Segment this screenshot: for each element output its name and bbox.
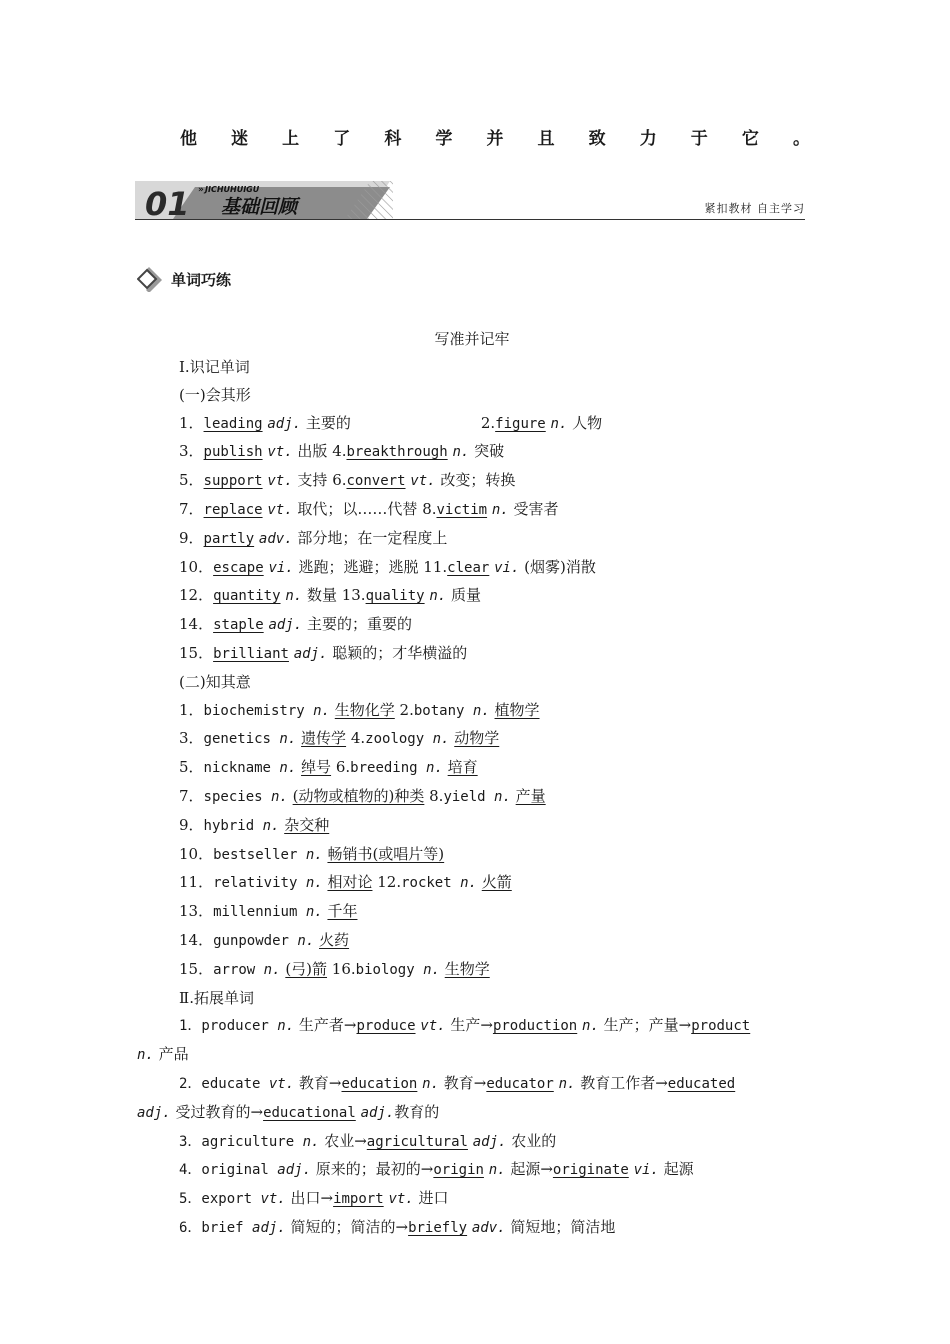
char: 它: [741, 129, 759, 149]
list-item: 12．quantity n. 数量 13.quality n. 质量: [179, 586, 482, 605]
list-item: 1．biochemistry n. 生物化学 2.botany n. 植物学: [179, 700, 540, 719]
char: 上: [282, 129, 300, 149]
content: [137, 326, 807, 1243]
list-item: 10．bestseller n. 畅销书(或唱片等): [179, 844, 445, 863]
list-item: 3．publish vt. 出版 4.breakthrough n. 突破: [179, 442, 505, 461]
section-header: [137, 266, 231, 292]
char: 迷: [231, 129, 249, 149]
top-sentence: [180, 124, 810, 149]
char: 于: [690, 129, 708, 149]
list-item: 3．agriculture n. 农业→agricultural adj. 农业的: [179, 1131, 557, 1150]
list-item: 5．nickname n. 绰号 6.breeding n. 培育: [179, 758, 478, 777]
list-item: 14．staple adj. 主要的；重要的: [179, 615, 412, 634]
list-item: 5．support vt. 支持 6.convert vt. 改变；转换: [179, 471, 516, 490]
char: 学: [435, 129, 453, 149]
char: 他: [180, 129, 197, 149]
list-item: 1．producer n. 生产者→produce vt. 生产→production n. 生产；产量→product: [179, 1016, 751, 1035]
double-chevron-icon: »: [198, 185, 204, 195]
list-item: 3．genetics n. 遗传学 4.zoology n. 动物学: [179, 729, 500, 748]
banner-graphic: [135, 181, 395, 219]
list-item: 7．replace vt. 取代；以……代替 8.victim n. 受害者: [179, 499, 559, 518]
list-item-cont: adj. 受过教育的→educational adj.教育的: [137, 1102, 440, 1121]
list-item: 14．gunpowder n. 火药: [179, 930, 350, 949]
char: 且: [537, 129, 555, 149]
list-item: 15．arrow n. (弓)箭 16.biology n. 生物学: [179, 959, 490, 978]
list-item: 9．hybrid n. 杂交种: [179, 815, 330, 834]
part1-sub1: (一)会其形: [179, 385, 251, 404]
list-item: 13．millennium n. 千年: [179, 902, 358, 921]
char: 科: [384, 129, 402, 149]
char: 并: [486, 129, 504, 149]
list-item: 11．relativity n. 相对论 12.rocket n. 火箭: [179, 873, 512, 892]
list-item: 4．original adj. 原来的；最初的→origin n. 起源→originate vi. 起源: [179, 1160, 694, 1179]
section-title: 单词巧练: [171, 270, 232, 289]
list-item: 9．partly adv. 部分地；在一定程度上: [179, 528, 448, 547]
part2-heading: Ⅱ.拓展单词: [179, 988, 254, 1007]
list-item: 1．leading adj. 主要的 2.figure n. 人物: [179, 413, 603, 432]
banner-slogan: 紧扣教材 自主学习: [704, 202, 805, 215]
list-item: 5．export vt. 出口→import vt. 进口: [179, 1189, 449, 1208]
list-item: 2．educate vt. 教育→education n. 教育→educator n. 教育工作者→educated: [179, 1073, 736, 1092]
char: 。: [792, 129, 810, 149]
diamond-icon: [137, 266, 163, 292]
char: 了: [333, 129, 351, 149]
banner-number: 01: [145, 185, 190, 219]
list-item: 6．brief adj. 简短的；简洁的→briefly adv. 简短地；简洁地: [179, 1217, 616, 1236]
part1-sub2: (二)知其意: [179, 672, 251, 691]
char: 致: [588, 129, 606, 149]
subtitle: 写准并记牢: [434, 330, 510, 348]
section-banner: [135, 181, 805, 220]
list-item-cont: n. 产品: [137, 1045, 189, 1064]
banner-pinyin: JICHUHUIGU: [205, 185, 260, 194]
list-item: 15．brilliant adj. 聪颖的；才华横溢的: [179, 643, 468, 662]
banner-title: 基础回顾: [221, 196, 298, 218]
part1-heading: Ⅰ.识记单词: [179, 358, 250, 376]
list-item: 10．escape vi. 逃跑；逃避；逃脱 11.clear vi. (烟雾)消散: [179, 557, 596, 576]
list-item: 7．species n. (动物或植物的)种类 8.yield n. 产量: [179, 786, 546, 805]
char: 力: [639, 129, 657, 149]
